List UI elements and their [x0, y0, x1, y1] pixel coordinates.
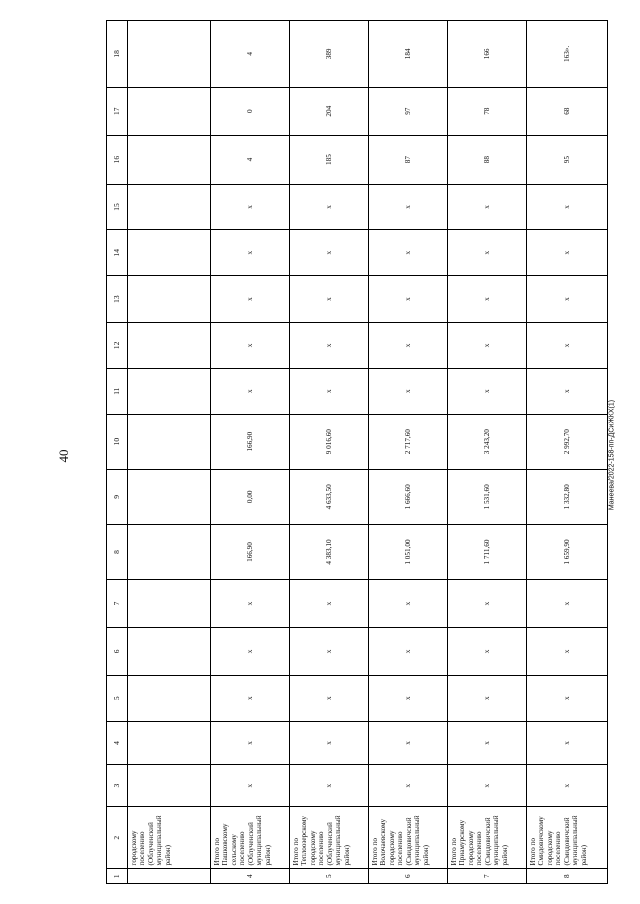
table-cell: Итого по Пашковскому сельскому поселению (Облученский муниципальный район)	[211, 806, 290, 868]
table-cell: 1 659,90	[527, 524, 608, 579]
column-header: 7	[107, 580, 128, 628]
table-cell: x	[527, 322, 608, 368]
table-cell: 166,90	[211, 524, 290, 579]
table-cell: x	[211, 184, 290, 230]
table-cell	[128, 524, 211, 579]
table-container	[106, 20, 588, 884]
column-header: 17	[107, 87, 128, 135]
table-cell: 1 531,60	[448, 469, 527, 524]
column-header: 13	[107, 276, 128, 323]
table-cell: 4	[211, 869, 290, 884]
table-cell: 95	[527, 135, 608, 184]
column-header: 5	[107, 675, 128, 721]
table-cell: x	[211, 765, 290, 807]
column-header: 11	[107, 368, 128, 414]
table-cell: x	[369, 322, 448, 368]
table-cell: x	[448, 230, 527, 276]
table-cell: x	[290, 721, 369, 765]
table-cell: x	[369, 627, 448, 675]
table-cell	[128, 135, 211, 184]
table-cell: Итого по Волочаевскому городскому поселению (Смидовичский муниципальный район)	[369, 806, 448, 868]
table-cell: Итого по Смидовичскому городскому поселению (Смидовичский муниципальный район)	[527, 806, 608, 868]
column-header: 12	[107, 322, 128, 368]
table-cell: x	[527, 230, 608, 276]
table-cell	[128, 414, 211, 469]
column-header: 4	[107, 721, 128, 765]
table-cell: x	[448, 721, 527, 765]
table-cell: x	[211, 276, 290, 323]
table-row	[290, 21, 369, 884]
table-cell	[128, 87, 211, 135]
table-cell: 9 016,60	[290, 414, 369, 469]
table-cell: x	[290, 627, 369, 675]
table-cell: x	[448, 627, 527, 675]
column-header: 1	[107, 869, 128, 884]
table-cell: x	[369, 765, 448, 807]
column-header: 10	[107, 414, 128, 469]
table-row	[448, 21, 527, 884]
table-row	[369, 21, 448, 884]
column-header: 15	[107, 184, 128, 230]
table-cell: 78	[448, 87, 527, 135]
table-cell: 166,90	[211, 414, 290, 469]
table-cell: x	[211, 627, 290, 675]
column-header: 3	[107, 765, 128, 807]
table-cell: x	[211, 368, 290, 414]
table-cell: 4	[211, 135, 290, 184]
table-cell	[128, 627, 211, 675]
table-cell: 389	[290, 21, 369, 88]
table-cell: 4 383,10	[290, 524, 369, 579]
table-cell: 8	[527, 869, 608, 884]
table-cell: 2 992,70	[527, 414, 608, 469]
table-row	[527, 21, 608, 884]
table-cell: x	[527, 721, 608, 765]
table-cell: x	[290, 675, 369, 721]
table-cell: x	[448, 276, 527, 323]
table-cell: x	[527, 184, 608, 230]
data-table	[106, 20, 608, 884]
table-cell: x	[369, 368, 448, 414]
table-cell: x	[527, 580, 608, 628]
page-number: 40	[56, 449, 71, 463]
table-cell: x	[448, 765, 527, 807]
table-cell: 2 717,60	[369, 414, 448, 469]
column-header: 9	[107, 469, 128, 524]
table-cell: x	[448, 184, 527, 230]
table-cell: 163».	[527, 21, 608, 88]
table-cell: x	[290, 184, 369, 230]
column-header: 2	[107, 806, 128, 868]
table-cell: x	[211, 721, 290, 765]
table-cell: 88	[448, 135, 527, 184]
table-cell: x	[290, 580, 369, 628]
table-cell: 0,00	[211, 469, 290, 524]
table-cell	[128, 184, 211, 230]
table-cell	[128, 276, 211, 323]
table-cell: x	[527, 627, 608, 675]
rotated-table-wrapper	[106, 20, 588, 884]
table-cell: 1 711,60	[448, 524, 527, 579]
table-cell: городскому поселению (Облученский муниципальный район)	[128, 806, 211, 868]
table-cell: 4 633,50	[290, 469, 369, 524]
table-cell: x	[527, 765, 608, 807]
table-cell: 1 332,80	[527, 469, 608, 524]
table-cell: x	[290, 368, 369, 414]
table-cell: x	[369, 230, 448, 276]
table-cell	[128, 721, 211, 765]
header-row	[107, 21, 128, 884]
table-row	[211, 21, 290, 884]
table-cell: 87	[369, 135, 448, 184]
table-cell: x	[369, 184, 448, 230]
table-cell: 184	[369, 21, 448, 88]
table-cell: x	[211, 230, 290, 276]
table-cell: x	[527, 368, 608, 414]
table-cell: x	[290, 276, 369, 323]
table-cell: x	[448, 675, 527, 721]
table-cell: x	[448, 322, 527, 368]
table-cell: x	[290, 322, 369, 368]
table-row	[128, 21, 211, 884]
table-cell: 5	[290, 869, 369, 884]
table-cell	[128, 580, 211, 628]
column-header: 14	[107, 230, 128, 276]
table-cell	[128, 765, 211, 807]
table-cell: x	[448, 368, 527, 414]
table-cell: x	[369, 276, 448, 323]
table-cell	[128, 230, 211, 276]
table-cell: x	[290, 765, 369, 807]
table-cell: 1 051,00	[369, 524, 448, 579]
table-cell: x	[527, 276, 608, 323]
table-cell: 68	[527, 87, 608, 135]
table-cell: 0	[211, 87, 290, 135]
table-cell	[128, 675, 211, 721]
table-cell: 4	[211, 21, 290, 88]
table-cell	[128, 368, 211, 414]
footer-note-text: Манеева/2022-158-пп-ДСиЖКХ(1)	[608, 399, 616, 511]
table-cell	[128, 21, 211, 88]
table-cell: x	[211, 580, 290, 628]
table-cell: 204	[290, 87, 369, 135]
table-cell: 166	[448, 21, 527, 88]
table-cell: 7	[448, 869, 527, 884]
table-cell	[128, 322, 211, 368]
table-cell: 1 666,60	[369, 469, 448, 524]
table-cell: 97	[369, 87, 448, 135]
table-cell	[128, 469, 211, 524]
table-cell: x	[448, 580, 527, 628]
table-cell: x	[290, 230, 369, 276]
table-cell: x	[211, 675, 290, 721]
table-cell: x	[369, 580, 448, 628]
table-cell: Итого по Теплоозерскому городскому поселению (Облученский муниципальный район)	[290, 806, 369, 868]
table-cell: x	[369, 675, 448, 721]
table-cell	[128, 869, 211, 884]
column-header: 16	[107, 135, 128, 184]
table-cell: x	[527, 675, 608, 721]
table-cell: 3 243,20	[448, 414, 527, 469]
column-header: 8	[107, 524, 128, 579]
table-cell: 185	[290, 135, 369, 184]
table-cell: Итого по Приамурскому городскому поселению (Смидовичский муниципальный район)	[448, 806, 527, 868]
table-cell: 6	[369, 869, 448, 884]
column-header: 18	[107, 21, 128, 88]
column-header: 6	[107, 627, 128, 675]
table-cell: x	[211, 322, 290, 368]
table-cell: x	[369, 721, 448, 765]
